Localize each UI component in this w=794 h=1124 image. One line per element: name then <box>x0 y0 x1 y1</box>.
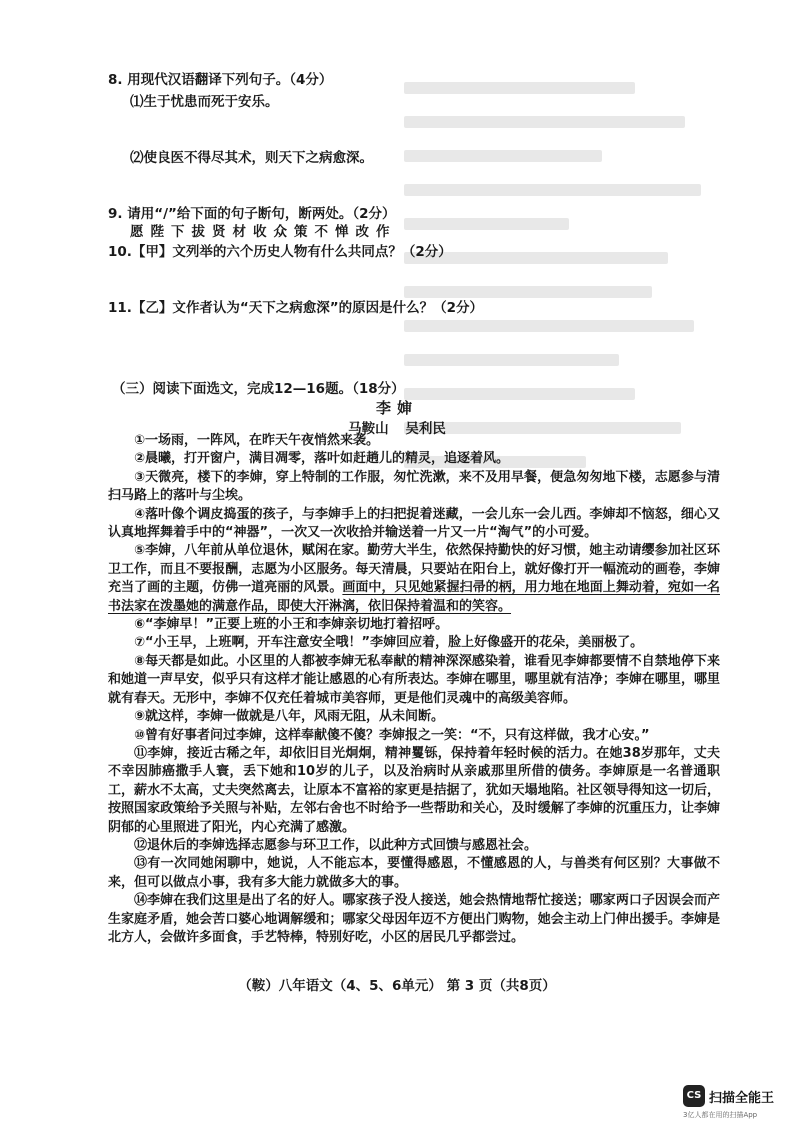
paragraph: ③天微亮，楼下的李婶，穿上特制的工作服，匆忙洗漱，来不及用早餐，便急匆匆地下楼，志愿参与清扫马路上的落叶与尘埃。 <box>108 469 720 504</box>
camscanner-logo-icon: CS <box>683 1085 705 1107</box>
paragraph: ⑫退休后的李婶选择志愿参与环卫工作，以此种方式回馈与感恩社会。 <box>134 837 538 853</box>
paragraph: ⑭李婶在我们这里是出了名的好人。哪家孩子没人接送，她会热情地帮忙接送；哪家两口子因误会而产生家庭矛盾，她会苦口婆心地调解缓和；哪家父母因年迈不方便出门购物，她会主动上门伸出援手。李婶是北方人，会做许多面食，手艺特棒，特别好吃，小区的居民几乎都尝过。 <box>108 893 720 945</box>
question-8-item-2: ⑵使良医不得尽其术，则天下之病愈深。 <box>130 150 373 166</box>
paragraph-5 <box>108 542 720 616</box>
paragraph: ⑩曾有好事者问过李婶，这样奉献傻不傻？李婶报之一笑：“不，只有这样做，我才心安。” <box>134 727 650 743</box>
article-title: 李婶 <box>375 399 418 417</box>
paragraph: ①一场雨，一阵风，在昨天午夜悄然来袭。 <box>134 433 380 448</box>
watermark-slogan: 3亿人都在用的扫描App <box>683 1111 758 1119</box>
paragraph: ④落叶像个调皮捣蛋的孩子，与李婶手上的扫把捉着迷藏，一会儿东一会儿西。李婶却不恼怒，细心又认真地挥舞着手中的“神器”，一次又一次收拾并输送着一片又一片“淘气”的小可爱。 <box>108 506 720 541</box>
question-11: 11.【乙】文作者认为“天下之病愈深”的原因是什么？（2分） <box>108 300 484 316</box>
question-9-sentence: 愿陛下拔贤材收众策不惮改作 <box>130 224 397 240</box>
paragraph: ②晨曦，打开窗户，满目凋零，落叶如赶趟儿的精灵，追逐着风。 <box>134 451 510 467</box>
author-place: 马鞍山 <box>348 421 389 437</box>
paragraph: ⑥“李婶早！”正要上班的小王和李婶亲切地打着招呼。 <box>134 617 449 633</box>
watermark-name: 扫描全能王 <box>709 1091 775 1106</box>
paragraph: ⑧每天都是如此。小区里的人都被李婶无私奉献的精神深深感染着，谁看见李婶都要情不自禁地停下来和她道一声早安，似乎只有这样才能让感恩的心有所表达。李婶在哪里，哪里就有洁净；李婶在哪里，哪里就有春天。无形中，李婶不仅充任着城市美容师，更是他们灵魂中的高级美容师。 <box>108 653 720 706</box>
question-9: 9. 请用“/”给下面的句子断句，断两处。（2分） <box>108 206 396 222</box>
bleed-through-text <box>404 60 734 390</box>
question-8-item-1: ⑴生于忧患而死于安乐。 <box>130 94 279 110</box>
paragraph: ⑨就这样，李婶一做就是八年，风雨无阻，从未间断。 <box>134 709 445 725</box>
paragraph: ⑦“小王早，上班啊，开车注意安全哦！”李婶回应着，脸上好像盛开的花朵，美丽极了。 <box>134 635 644 651</box>
question-8: 8. 用现代汉语翻译下列句子。（4分） <box>108 72 333 88</box>
scanner-watermark <box>683 1082 791 1118</box>
section-3-heading: （三）阅读下面选文，完成12—16题。（18分） <box>112 381 405 397</box>
article-body <box>108 432 720 947</box>
question-10: 10.【甲】文列举的六个历史人物有什么共同点？（2分） <box>108 244 452 260</box>
page-footer: （鞍）八年语文（4、5、6单元） 第 3 页（共8页） <box>238 978 556 994</box>
paragraph: ⑪李婶，接近古稀之年，却依旧目光炯炯，精神矍铄，保持着年轻时候的活力。在她38岁那年，丈夫不幸因肺癌撒手人寰，丢下她和10岁的儿子，以及治病时从亲戚那里所借的债务。李婶原是一名普通职工，薪水不太高，丈夫突然离去，让原本不富裕的家更是拮据了，犹如天塌地陷。社区领导得知这一切后，按照国家政策给予关照与补贴，左邻右舍也不时给予一些帮助和关心，及时缓解了李婶的沉重压力，让李婶阴郁的心里照进了阳光，内心充满了感激。 <box>108 745 720 835</box>
paragraph: ⑬有一次同她闲聊中，她说，人不能忘本，要懂得感恩，不懂感恩的人，与兽类有何区别？大事做不来，但可以做点小事，我有多大能力就做多大的事。 <box>108 856 720 890</box>
paragraph-5-text: ⑤李婶，八年前从单位退休，赋闲在家。勤劳大半生，依然保持勤快的好习惯，她主动请缨参加社区环卫工作，而且不要报酬，志愿为小区服务。每天清晨，只要站在阳台上，就好像打开一幅流动的画卷，李婶充当了画的主题，仿佛一道亮丽的风景。 <box>108 543 720 596</box>
author-name: 吴利民 <box>405 421 446 437</box>
underlined-passage: 画面中，只见她紧握扫帚的柄，用力地在地面上舞动着，宛如一名书法家在泼墨她的满意作品，即使大汗淋漓，依旧保持着温和的笑容。 <box>108 580 720 614</box>
